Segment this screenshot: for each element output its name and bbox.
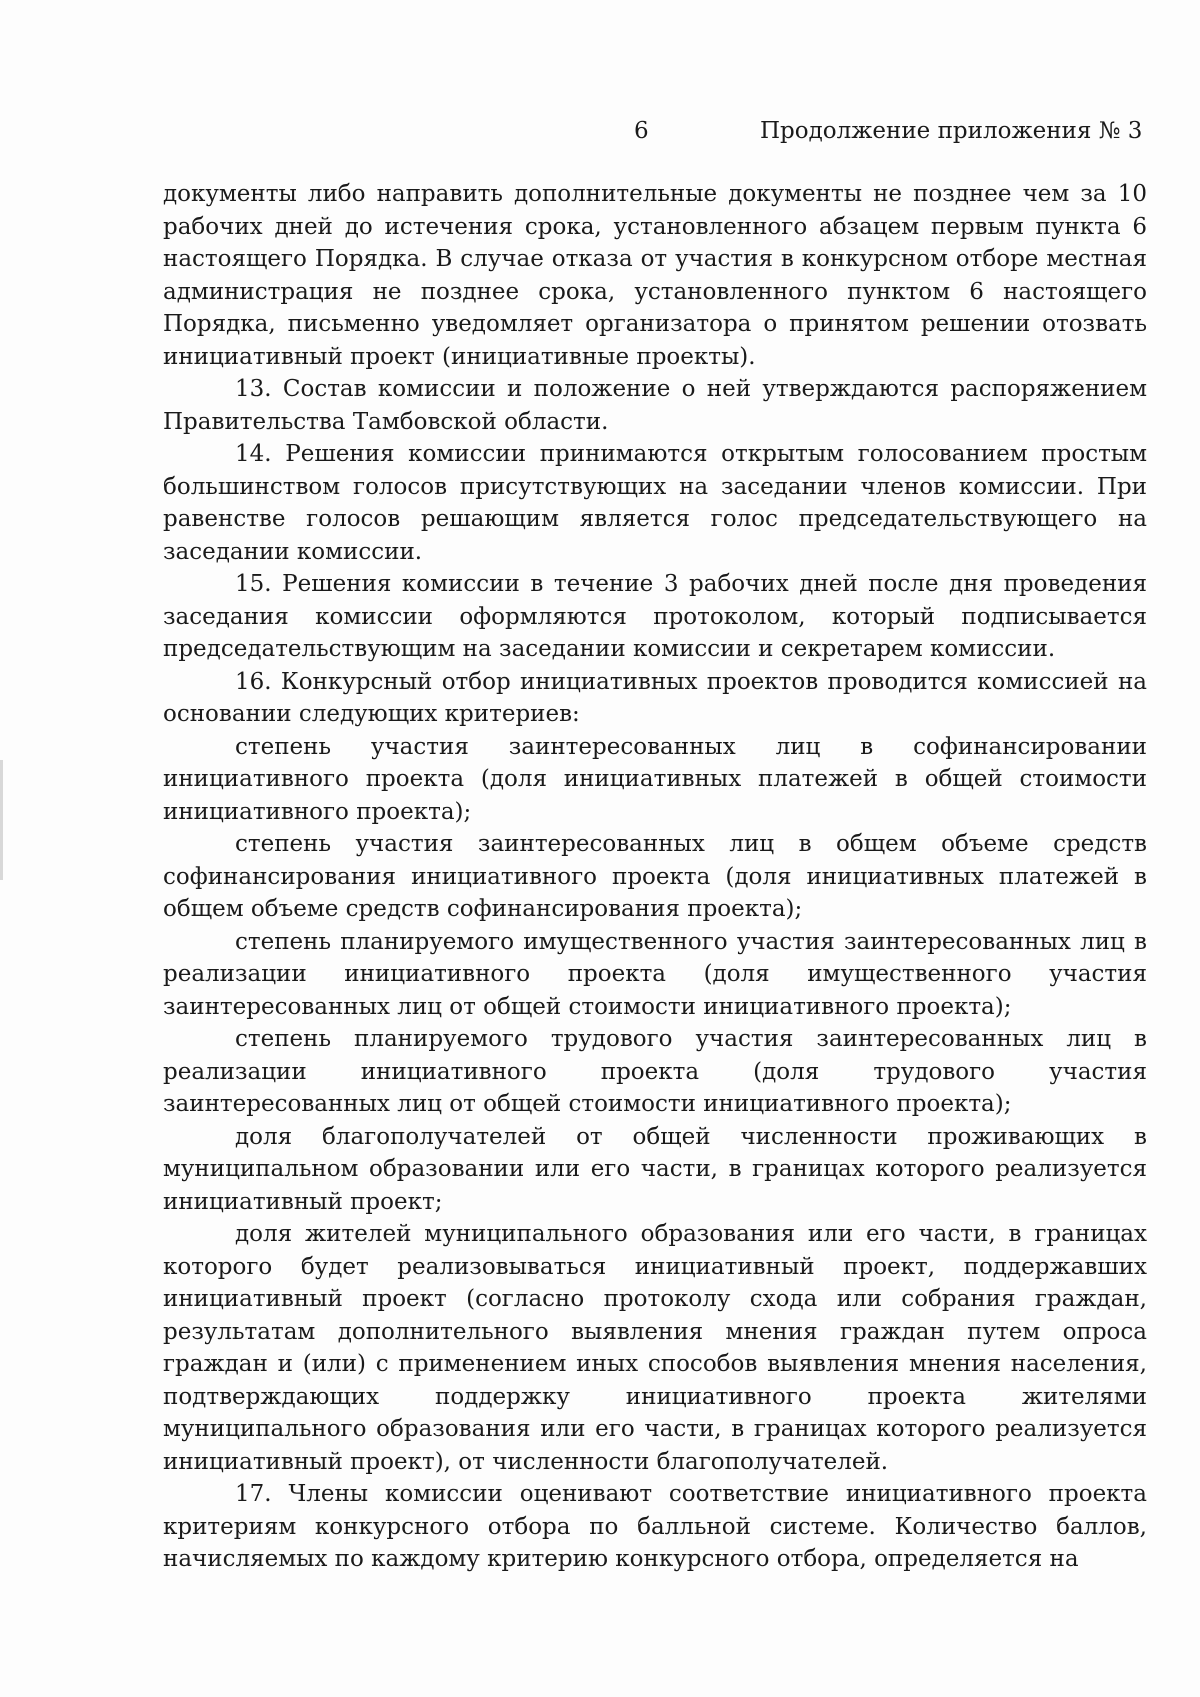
document-body <box>163 178 1147 1576</box>
paragraph-16: 16. Конкурсный отбор инициативных проектов проводится комиссией на основании следующих критериев: <box>163 668 1147 727</box>
scan-edge-mark <box>0 760 3 880</box>
paragraph-15: 15. Решения комиссии в течение 3 рабочих дней после дня проведения заседания комиссии оформляются протоколом, который подписывается председательствующим на заседании комиссии и секретарем комиссии. <box>163 571 1147 662</box>
criterion-property-participation: степень планируемого имущественного участия заинтересованных лиц в реализации инициативного проекта (доля имущественного участия заинтересованных лиц от общей стоимости инициативного проекта); <box>163 928 1147 1020</box>
criterion-residents-support: доля жителей муниципального образования или его части, в границах которого будет реализовываться инициативный проект, поддержавших инициативный проект (согласно протоколу схода или собрания граждан, результатам дополнительного выявления мнения граждан путем опроса граждан и (или) с применением иных способов выявления мнения населения, подтверждающих поддержку инициативного проекта жителями муниципального образования или его части, в границах которого реализуется инициативный проект), от численности благополучателей. <box>163 1221 1147 1475</box>
criterion-cofinancing: степень участия заинтересованных лиц в софинансировании инициативного проекта (доля инициативных платежей в общей стоимости инициативного проекта); <box>163 733 1147 825</box>
criterion-beneficiaries-share: доля благополучателей от общей численности проживающих в муниципальном образовании или его части, в границах которого реализуется инициативный проект; <box>163 1123 1147 1215</box>
paragraph-17: 17. Члены комиссии оценивают соответствие инициативного проекта критериям конкурсного отбора по балльной системе. Количество баллов, начисляемых по каждому критерию конкурсного отбора, определяется на <box>163 1481 1147 1572</box>
page-number: 6 <box>634 118 649 144</box>
appendix-continuation-header: Продолжение приложения № 3 <box>760 118 1143 144</box>
paragraph-14: 14. Решения комиссии принимаются открытым голосованием простым большинством голосов присутствующих на заседании членов комиссии. При равенстве голосов решающим является голос председательствующего на заседании комиссии. <box>163 441 1147 565</box>
paragraph-continuation: документы либо направить дополнительные документы не позднее чем за 10 рабочих дней до истечения срока, установленного абзацем первым пункта 6 настоящего Порядка. В случае отказа от участия в конкурсном отборе местная администрация не позднее срока, установленного пунктом 6 настоящего Порядка, письменно уведомляет организатора о принятом решении отозвать инициативный проект (инициативные проекты). <box>163 181 1147 370</box>
criterion-cofinancing-volume: степень участия заинтересованных лиц в общем объеме средств софинансирования инициативного проекта (доля инициативных платежей в общем объеме средств софинансирования проекта); <box>163 831 1147 922</box>
criterion-labor-participation: степень планируемого трудового участия заинтересованных лиц в реализации инициативного проекта (доля трудового участия заинтересованных лиц от общей стоимости инициативного проекта); <box>163 1026 1147 1117</box>
paragraph-13: 13. Состав комиссии и положение о ней утверждаются распоряжением Правительства Тамбовской области. <box>163 376 1147 435</box>
